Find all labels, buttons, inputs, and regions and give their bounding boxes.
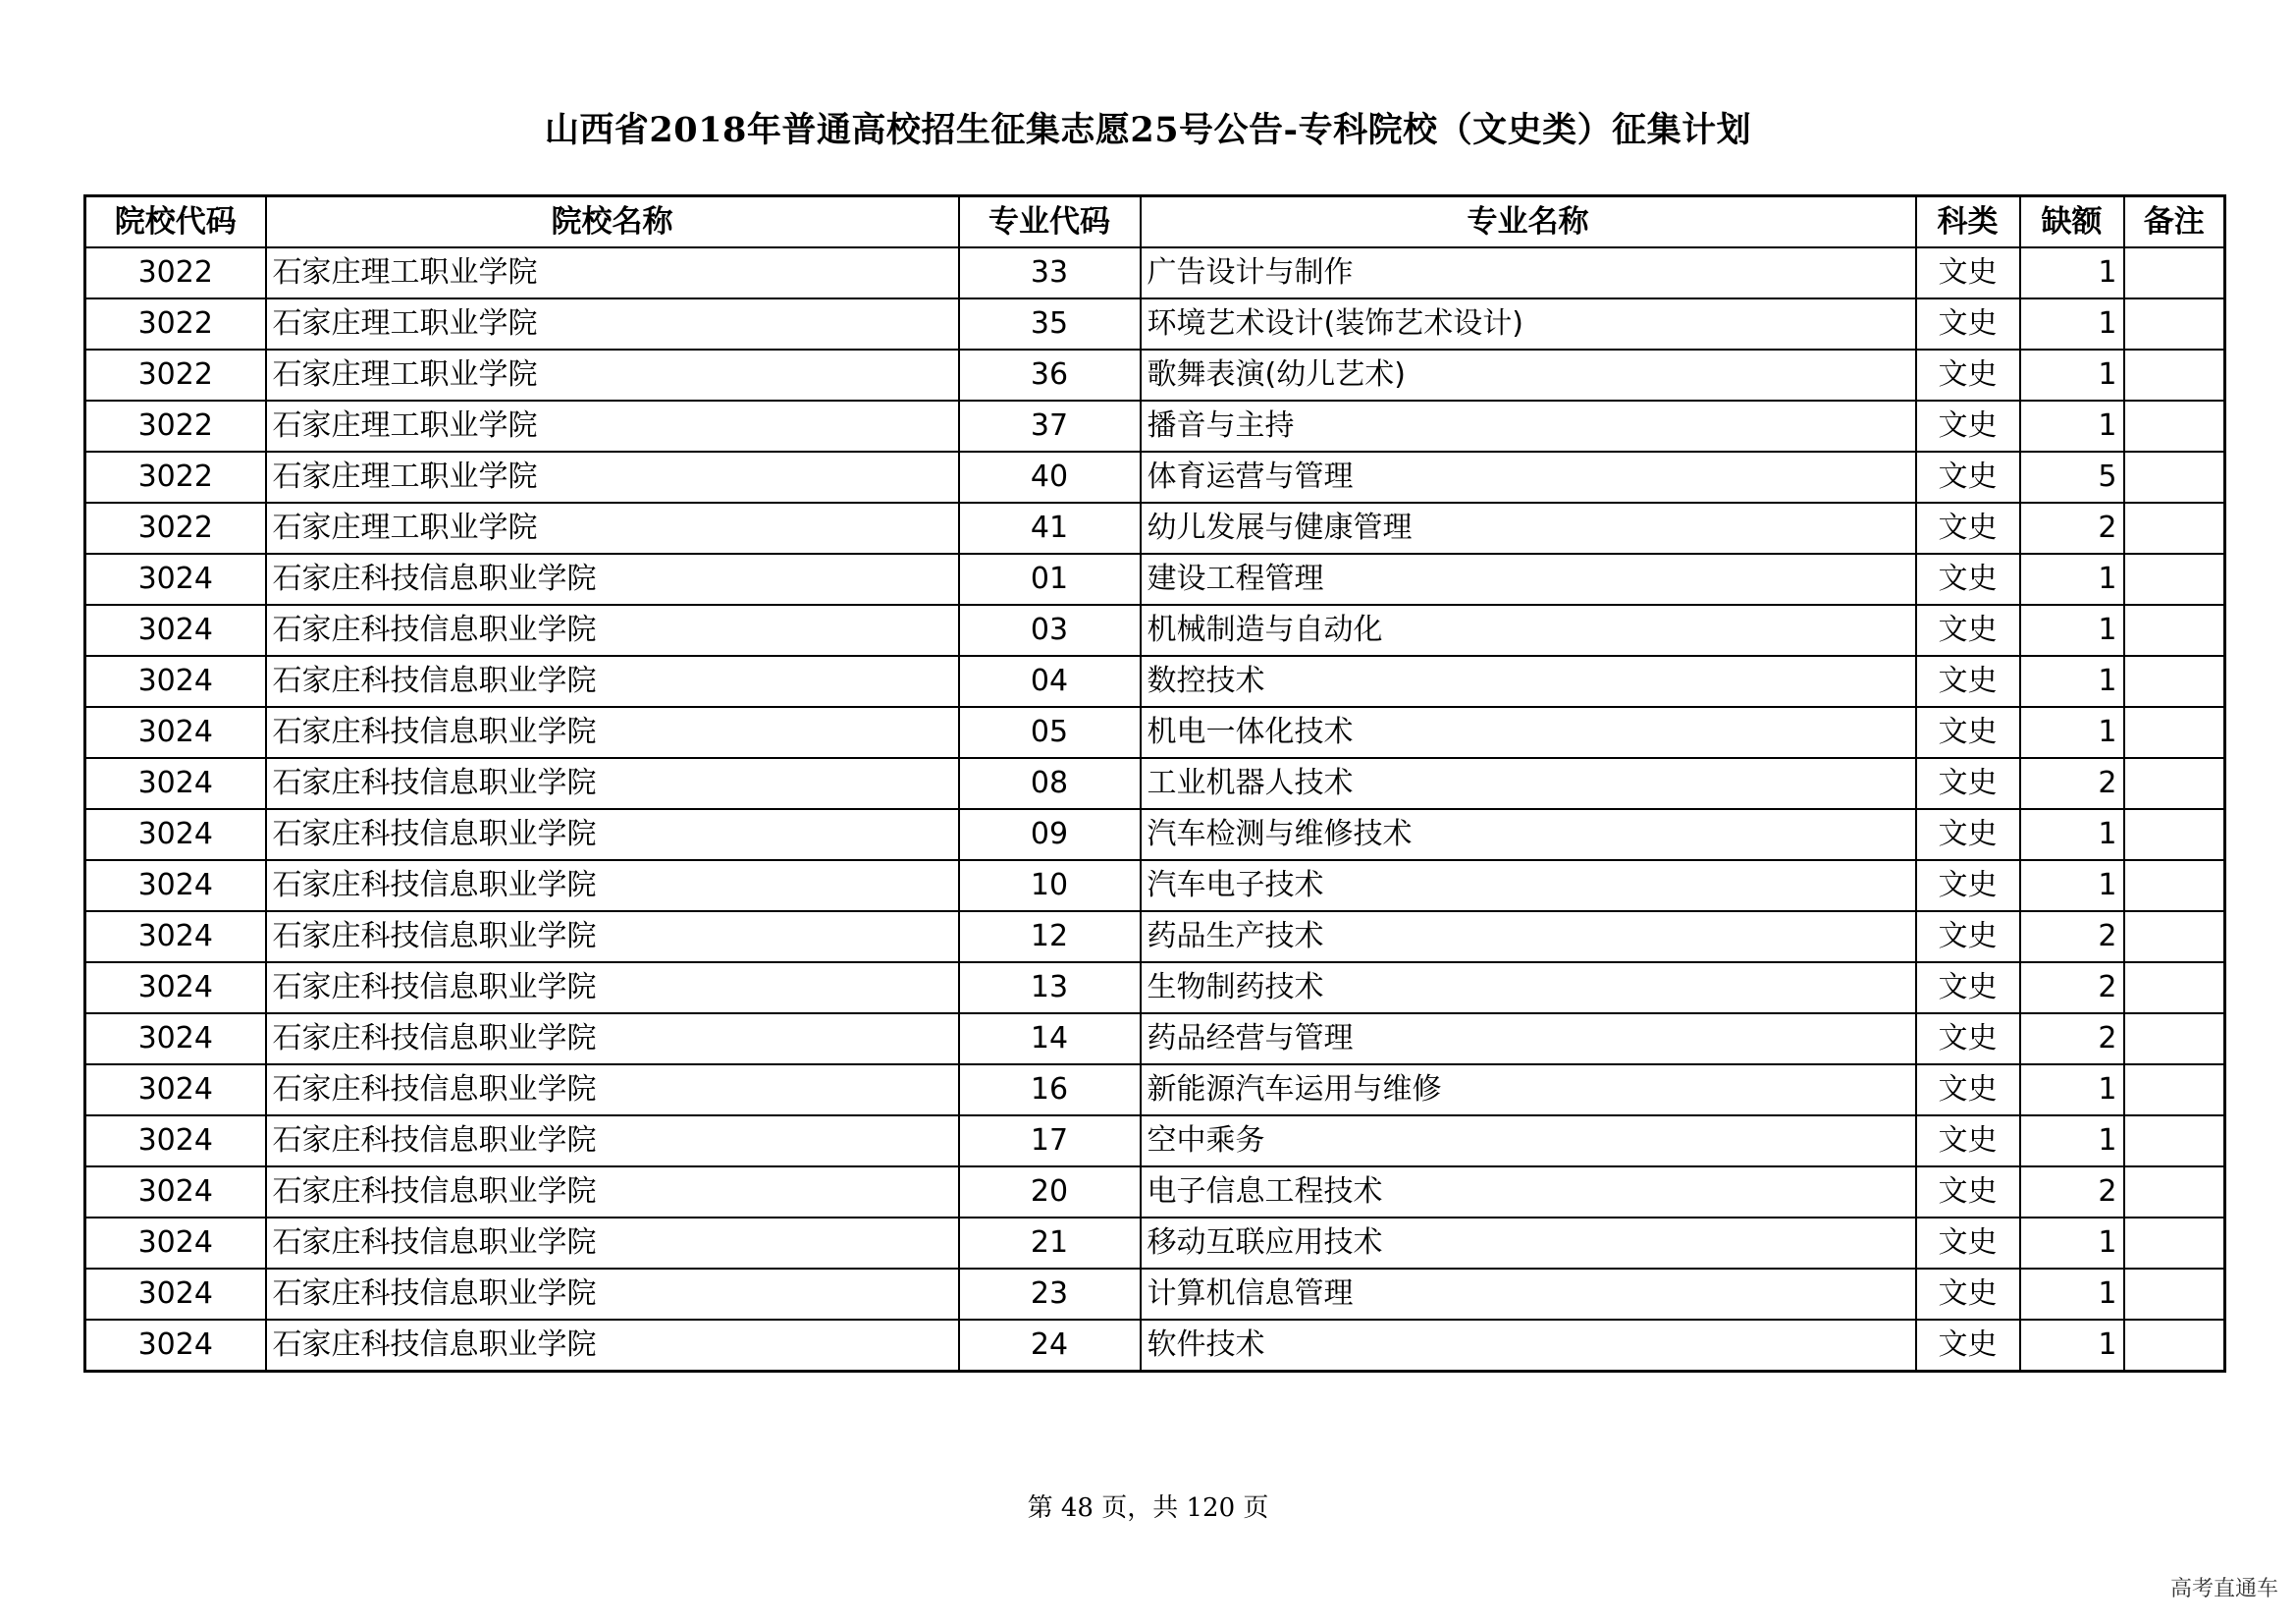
cell-school-code: 3024 <box>85 1218 266 1269</box>
cell-vacancies: 1 <box>2020 1320 2124 1372</box>
cell-major-name: 药品经营与管理 <box>1141 1013 1916 1064</box>
cell-vacancies: 1 <box>2020 554 2124 605</box>
cell-remarks <box>2124 758 2225 809</box>
cell-major-name: 环境艺术设计(装饰艺术设计) <box>1141 298 1916 350</box>
cell-school-name: 石家庄理工职业学院 <box>266 452 959 503</box>
cell-vacancies: 1 <box>2020 350 2124 401</box>
cell-school-name: 石家庄科技信息职业学院 <box>266 1115 959 1166</box>
cell-major-code: 40 <box>959 452 1141 503</box>
cell-major-name: 药品生产技术 <box>1141 911 1916 962</box>
cell-category: 文史 <box>1916 298 2020 350</box>
cell-major-name: 汽车电子技术 <box>1141 860 1916 911</box>
cell-vacancies: 1 <box>2020 1064 2124 1115</box>
cell-vacancies: 1 <box>2020 1269 2124 1320</box>
cell-major-code: 23 <box>959 1269 1141 1320</box>
header-school-code: 院校代码 <box>85 196 266 248</box>
cell-vacancies: 1 <box>2020 401 2124 452</box>
cell-school-code: 3024 <box>85 1064 266 1115</box>
cell-category: 文史 <box>1916 1218 2020 1269</box>
cell-major-code: 37 <box>959 401 1141 452</box>
cell-category: 文史 <box>1916 911 2020 962</box>
cell-school-code: 3024 <box>85 962 266 1013</box>
cell-remarks <box>2124 860 2225 911</box>
cell-school-name: 石家庄科技信息职业学院 <box>266 962 959 1013</box>
cell-category: 文史 <box>1916 758 2020 809</box>
cell-major-code: 41 <box>959 503 1141 554</box>
cell-vacancies: 1 <box>2020 298 2124 350</box>
cell-remarks <box>2124 605 2225 656</box>
cell-remarks <box>2124 1115 2225 1166</box>
header-vacancies: 缺额 <box>2020 196 2124 248</box>
cell-school-code: 3024 <box>85 1115 266 1166</box>
cell-school-name: 石家庄理工职业学院 <box>266 247 959 298</box>
table-row <box>85 1320 2225 1372</box>
cell-major-name: 电子信息工程技术 <box>1141 1166 1916 1218</box>
cell-remarks <box>2124 1013 2225 1064</box>
cell-school-name: 石家庄科技信息职业学院 <box>266 1166 959 1218</box>
cell-school-name: 石家庄科技信息职业学院 <box>266 1320 959 1372</box>
table-row <box>85 298 2225 350</box>
cell-category: 文史 <box>1916 503 2020 554</box>
cell-school-name: 石家庄科技信息职业学院 <box>266 911 959 962</box>
cell-vacancies: 2 <box>2020 911 2124 962</box>
cell-category: 文史 <box>1916 452 2020 503</box>
cell-category: 文史 <box>1916 350 2020 401</box>
cell-school-code: 3024 <box>85 860 266 911</box>
cell-category: 文史 <box>1916 1115 2020 1166</box>
cell-major-name: 建设工程管理 <box>1141 554 1916 605</box>
cell-vacancies: 1 <box>2020 860 2124 911</box>
cell-school-code: 3024 <box>85 1269 266 1320</box>
cell-major-code: 16 <box>959 1064 1141 1115</box>
table-header-row <box>85 196 2225 248</box>
cell-major-code: 12 <box>959 911 1141 962</box>
cell-major-code: 35 <box>959 298 1141 350</box>
cell-school-name: 石家庄科技信息职业学院 <box>266 1218 959 1269</box>
table-row <box>85 962 2225 1013</box>
cell-major-name: 数控技术 <box>1141 656 1916 707</box>
cell-category: 文史 <box>1916 1269 2020 1320</box>
cell-category: 文史 <box>1916 1064 2020 1115</box>
cell-remarks <box>2124 350 2225 401</box>
table-row <box>85 247 2225 298</box>
cell-school-code: 3022 <box>85 247 266 298</box>
cell-category: 文史 <box>1916 1320 2020 1372</box>
cell-major-code: 24 <box>959 1320 1141 1372</box>
table-row <box>85 707 2225 758</box>
cell-school-code: 3022 <box>85 401 266 452</box>
cell-school-name: 石家庄科技信息职业学院 <box>266 1064 959 1115</box>
cell-major-code: 17 <box>959 1115 1141 1166</box>
cell-remarks <box>2124 298 2225 350</box>
cell-major-name: 歌舞表演(幼儿艺术) <box>1141 350 1916 401</box>
cell-school-code: 3024 <box>85 707 266 758</box>
cell-school-code: 3022 <box>85 350 266 401</box>
cell-category: 文史 <box>1916 1013 2020 1064</box>
cell-major-name: 新能源汽车运用与维修 <box>1141 1064 1916 1115</box>
cell-school-code: 3022 <box>85 298 266 350</box>
table-row <box>85 401 2225 452</box>
cell-major-name: 计算机信息管理 <box>1141 1269 1916 1320</box>
table-row <box>85 809 2225 860</box>
table-row <box>85 1064 2225 1115</box>
cell-major-code: 13 <box>959 962 1141 1013</box>
table-row <box>85 554 2225 605</box>
cell-category: 文史 <box>1916 809 2020 860</box>
cell-major-name: 生物制药技术 <box>1141 962 1916 1013</box>
page-number: 第 48 页，共 120 页 <box>1027 1493 1269 1523</box>
cell-school-code: 3024 <box>85 1166 266 1218</box>
cell-major-name: 幼儿发展与健康管理 <box>1141 503 1916 554</box>
cell-major-name: 广告设计与制作 <box>1141 247 1916 298</box>
cell-major-code: 01 <box>959 554 1141 605</box>
cell-vacancies: 2 <box>2020 503 2124 554</box>
cell-school-name: 石家庄科技信息职业学院 <box>266 656 959 707</box>
header-remarks: 备注 <box>2124 196 2225 248</box>
cell-major-name: 机械制造与自动化 <box>1141 605 1916 656</box>
cell-school-code: 3024 <box>85 911 266 962</box>
cell-category: 文史 <box>1916 247 2020 298</box>
cell-remarks <box>2124 1218 2225 1269</box>
cell-remarks <box>2124 1320 2225 1372</box>
cell-remarks <box>2124 503 2225 554</box>
cell-category: 文史 <box>1916 605 2020 656</box>
cell-vacancies: 1 <box>2020 605 2124 656</box>
cell-school-code: 3024 <box>85 554 266 605</box>
cell-school-code: 3024 <box>85 656 266 707</box>
cell-major-code: 36 <box>959 350 1141 401</box>
cell-school-name: 石家庄科技信息职业学院 <box>266 554 959 605</box>
cell-remarks <box>2124 707 2225 758</box>
table-row <box>85 503 2225 554</box>
cell-major-name: 播音与主持 <box>1141 401 1916 452</box>
watermark: 高考直通车 <box>2169 1577 2278 1601</box>
cell-major-code: 10 <box>959 860 1141 911</box>
cell-remarks <box>2124 962 2225 1013</box>
cell-remarks <box>2124 911 2225 962</box>
cell-major-code: 03 <box>959 605 1141 656</box>
cell-school-code: 3022 <box>85 452 266 503</box>
cell-school-name: 石家庄科技信息职业学院 <box>266 860 959 911</box>
cell-vacancies: 2 <box>2020 962 2124 1013</box>
cell-school-name: 石家庄科技信息职业学院 <box>266 809 959 860</box>
cell-category: 文史 <box>1916 401 2020 452</box>
table-row <box>85 1013 2225 1064</box>
cell-category: 文史 <box>1916 962 2020 1013</box>
table-row <box>85 350 2225 401</box>
table-row <box>85 656 2225 707</box>
cell-category: 文史 <box>1916 1166 2020 1218</box>
table-row <box>85 1166 2225 1218</box>
cell-vacancies: 2 <box>2020 1013 2124 1064</box>
cell-major-code: 05 <box>959 707 1141 758</box>
cell-vacancies: 2 <box>2020 758 2124 809</box>
cell-remarks <box>2124 554 2225 605</box>
cell-category: 文史 <box>1916 707 2020 758</box>
cell-major-code: 08 <box>959 758 1141 809</box>
cell-major-code: 20 <box>959 1166 1141 1218</box>
cell-school-code: 3024 <box>85 809 266 860</box>
cell-school-name: 石家庄科技信息职业学院 <box>266 707 959 758</box>
cell-major-name: 汽车检测与维修技术 <box>1141 809 1916 860</box>
table-row <box>85 758 2225 809</box>
cell-school-name: 石家庄理工职业学院 <box>266 298 959 350</box>
header-category: 科类 <box>1916 196 2020 248</box>
cell-school-code: 3022 <box>85 503 266 554</box>
cell-major-name: 软件技术 <box>1141 1320 1916 1372</box>
header-school-name: 院校名称 <box>266 196 959 248</box>
cell-major-code: 04 <box>959 656 1141 707</box>
cell-remarks <box>2124 1064 2225 1115</box>
cell-school-code: 3024 <box>85 605 266 656</box>
cell-school-code: 3024 <box>85 758 266 809</box>
cell-major-name: 空中乘务 <box>1141 1115 1916 1166</box>
cell-school-name: 石家庄科技信息职业学院 <box>266 1013 959 1064</box>
cell-major-name: 工业机器人技术 <box>1141 758 1916 809</box>
cell-school-name: 石家庄科技信息职业学院 <box>266 605 959 656</box>
cell-vacancies: 5 <box>2020 452 2124 503</box>
cell-remarks <box>2124 809 2225 860</box>
cell-major-code: 21 <box>959 1218 1141 1269</box>
cell-remarks <box>2124 247 2225 298</box>
cell-major-name: 体育运营与管理 <box>1141 452 1916 503</box>
cell-major-code: 33 <box>959 247 1141 298</box>
table-row <box>85 452 2225 503</box>
cell-school-name: 石家庄科技信息职业学院 <box>266 1269 959 1320</box>
cell-major-code: 14 <box>959 1013 1141 1064</box>
cell-remarks <box>2124 401 2225 452</box>
cell-vacancies: 1 <box>2020 247 2124 298</box>
page-title: 山西省2018年普通高校招生征集志愿25号公告-专科院校（文史类）征集计划 <box>544 110 1752 150</box>
cell-category: 文史 <box>1916 656 2020 707</box>
cell-remarks <box>2124 1166 2225 1218</box>
table-row <box>85 1218 2225 1269</box>
cell-major-name: 机电一体化技术 <box>1141 707 1916 758</box>
cell-major-code: 09 <box>959 809 1141 860</box>
cell-school-name: 石家庄理工职业学院 <box>266 350 959 401</box>
cell-vacancies: 1 <box>2020 1115 2124 1166</box>
table-row <box>85 911 2225 962</box>
cell-major-name: 移动互联应用技术 <box>1141 1218 1916 1269</box>
header-major-code: 专业代码 <box>959 196 1141 248</box>
table-row <box>85 860 2225 911</box>
cell-school-name: 石家庄理工职业学院 <box>266 503 959 554</box>
cell-remarks <box>2124 1269 2225 1320</box>
cell-school-name: 石家庄理工职业学院 <box>266 401 959 452</box>
cell-remarks <box>2124 656 2225 707</box>
table-row <box>85 1115 2225 1166</box>
cell-vacancies: 1 <box>2020 656 2124 707</box>
table-row <box>85 605 2225 656</box>
header-major-name: 专业名称 <box>1141 196 1916 248</box>
cell-vacancies: 1 <box>2020 1218 2124 1269</box>
table-row <box>85 1269 2225 1320</box>
cell-category: 文史 <box>1916 860 2020 911</box>
cell-school-code: 3024 <box>85 1320 266 1372</box>
cell-remarks <box>2124 452 2225 503</box>
cell-category: 文史 <box>1916 554 2020 605</box>
cell-school-name: 石家庄科技信息职业学院 <box>266 758 959 809</box>
cell-vacancies: 1 <box>2020 707 2124 758</box>
cell-vacancies: 2 <box>2020 1166 2124 1218</box>
enrollment-plan-table <box>83 194 2226 1373</box>
cell-vacancies: 1 <box>2020 809 2124 860</box>
cell-school-code: 3024 <box>85 1013 266 1064</box>
